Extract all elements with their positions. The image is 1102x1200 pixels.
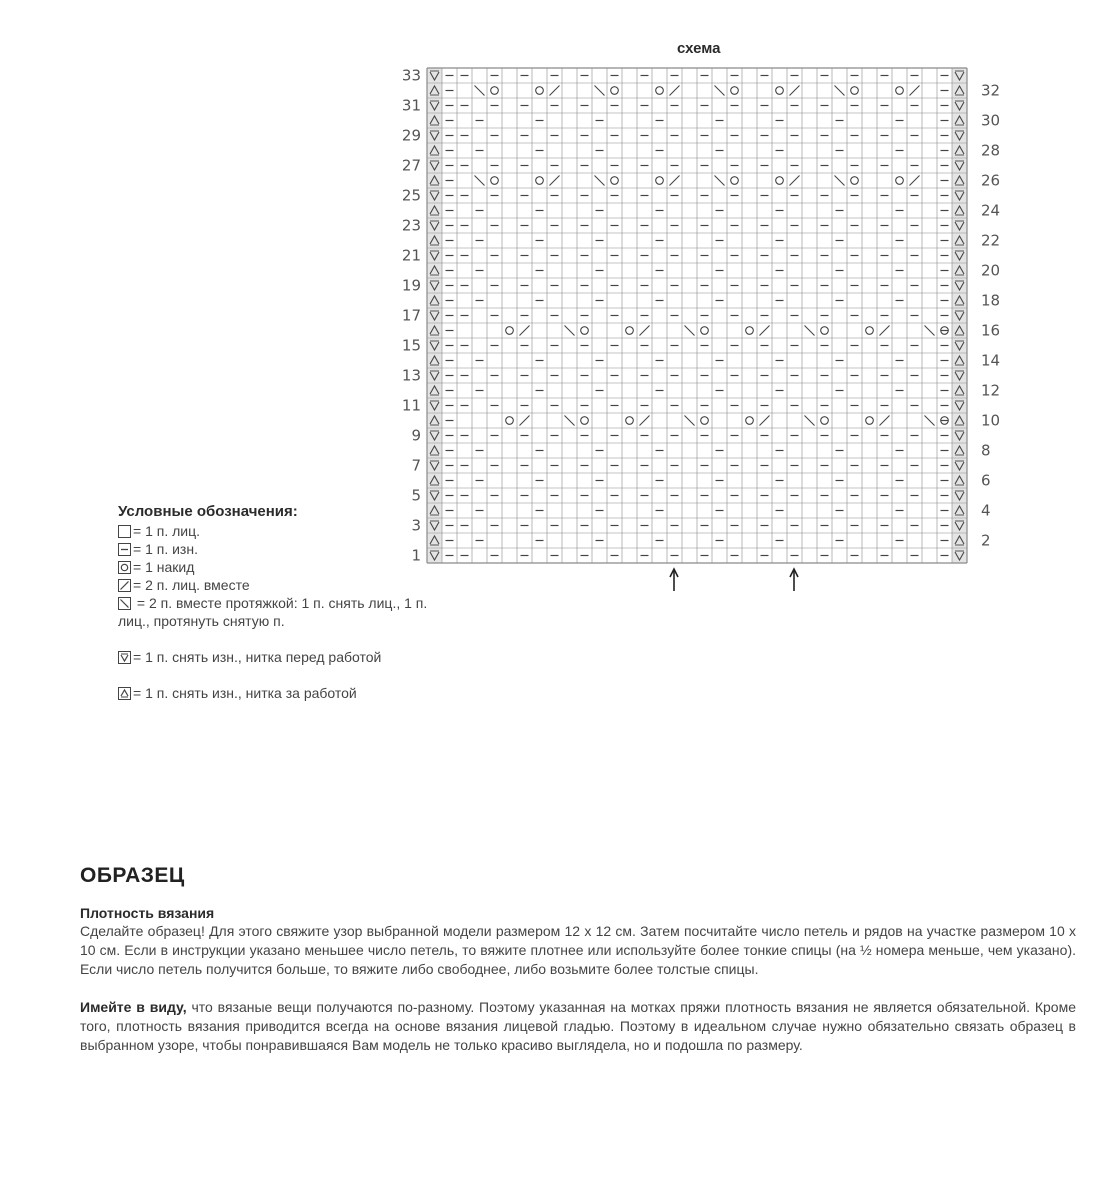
yarn-over-symbol (746, 417, 754, 425)
chart-title: схема (677, 40, 721, 57)
ssk-symbol (805, 416, 815, 426)
row-number-right: 30 (981, 111, 1001, 130)
ssk-icon (118, 597, 131, 610)
row-number-right: 18 (981, 291, 1001, 310)
row-number-left: 21 (401, 246, 421, 265)
row-number-left: 15 (401, 336, 421, 355)
k2tog-symbol (520, 326, 530, 336)
k2tog-symbol (880, 326, 890, 336)
legend-item-yarn-over (118, 558, 458, 576)
ssk-symbol (595, 176, 605, 186)
ssk-symbol (805, 326, 815, 336)
slip-front-icon (118, 651, 131, 664)
legend-item-slip-front (118, 648, 458, 666)
row-number-left: 29 (401, 126, 421, 145)
row-number-right: 4 (981, 501, 991, 520)
legend-text-purl: = 1 п. изн. (133, 541, 198, 557)
legend-text-k2tog: = 2 п. лиц. вместе (133, 577, 250, 593)
sample-heading: ОБРАЗЕЦ (80, 864, 185, 887)
k2tog-symbol (910, 176, 920, 186)
row-number-right: 16 (981, 321, 1001, 340)
k2tog-symbol (790, 86, 800, 96)
ssk-symbol (715, 86, 725, 96)
yarn-over-symbol (506, 327, 514, 335)
row-number-right: 22 (981, 231, 1001, 250)
yarn-over-symbol (506, 417, 514, 425)
yarn-over-symbol (626, 327, 634, 335)
row-number-left: 11 (401, 396, 421, 415)
ssk-symbol (475, 176, 485, 186)
ssk-symbol (835, 176, 845, 186)
legend-item-ssk (118, 594, 458, 630)
row-number-left: 19 (401, 276, 421, 295)
yarn-over-symbol (581, 327, 589, 335)
row-number-right: 10 (981, 411, 1001, 430)
row-number-left: 23 (401, 216, 421, 235)
row-number-right: 14 (981, 351, 1001, 370)
row-number-left: 3 (411, 516, 421, 535)
k2tog-symbol (790, 176, 800, 186)
row-number-left: 33 (401, 66, 421, 85)
row-number-left: 31 (401, 96, 421, 115)
ssk-symbol (835, 86, 845, 96)
yarn-over-symbol (776, 87, 784, 95)
ssk-symbol (565, 326, 575, 336)
yarn-over-symbol (821, 417, 829, 425)
row-number-right: 24 (981, 201, 1001, 220)
yarn-over-symbol (851, 177, 859, 185)
row-number-left: 17 (401, 306, 421, 325)
row-number-right: 28 (981, 141, 1001, 160)
yarn-over-icon (118, 561, 131, 574)
legend-item-k2tog (118, 576, 458, 594)
yarn-over-symbol (821, 327, 829, 335)
row-number-left: 27 (401, 156, 421, 175)
yarn-over-symbol (701, 417, 709, 425)
ssk-symbol (595, 86, 605, 96)
k2tog-symbol (910, 86, 920, 96)
row-number-left: 1 (411, 546, 421, 565)
yarn-over-symbol (626, 417, 634, 425)
yarn-over-symbol (491, 87, 499, 95)
row-number-right: 2 (981, 531, 991, 550)
yarn-over-symbol (851, 87, 859, 95)
row-number-left: 7 (411, 456, 421, 475)
k2tog-symbol (670, 176, 680, 186)
legend-text-ssk: = 2 п. вместе протяжкой: 1 п. снять лиц., 1 п. лиц., протянуть снятую п. (118, 595, 428, 629)
ssk-symbol (685, 326, 695, 336)
edge-column-right (952, 68, 967, 563)
row-number-left: 5 (411, 486, 421, 505)
k2tog-symbol (670, 86, 680, 96)
ssk-symbol (565, 416, 575, 426)
ssk-symbol (925, 416, 935, 426)
ssk-symbol (925, 326, 935, 336)
note-paragraph (80, 998, 1076, 1055)
row-number-right: 6 (981, 471, 991, 490)
k2tog-icon (118, 579, 131, 592)
k2tog-symbol (550, 176, 560, 186)
k2tog-symbol (640, 416, 650, 426)
k2tog-symbol (550, 86, 560, 96)
k2tog-symbol (640, 326, 650, 336)
k2tog-symbol (520, 416, 530, 426)
gauge-subheading: Плотность вязания (80, 905, 215, 921)
ssk-symbol (685, 416, 695, 426)
yarn-over-symbol (656, 87, 664, 95)
yarn-over-symbol (866, 327, 874, 335)
yarn-over-symbol (656, 177, 664, 185)
row-number-right: 32 (981, 81, 1001, 100)
yarn-over-symbol (581, 417, 589, 425)
slip-back-icon (118, 687, 131, 700)
legend-title: Условные обозначения: (118, 503, 298, 520)
sample-section (80, 864, 1076, 1055)
row-number-right: 20 (981, 261, 1001, 280)
purl-icon (118, 543, 131, 556)
legend-text-yarn-over: = 1 накид (133, 559, 195, 575)
legend-item-purl (118, 540, 458, 558)
row-number-left: 13 (401, 366, 421, 385)
k2tog-symbol (760, 326, 770, 336)
yarn-over-symbol (731, 87, 739, 95)
yarn-over-symbol (896, 87, 904, 95)
yarn-over-symbol (731, 177, 739, 185)
ssk-symbol (715, 176, 725, 186)
yarn-over-symbol (866, 417, 874, 425)
yarn-over-symbol (896, 177, 904, 185)
yarn-over-symbol (611, 177, 619, 185)
note-bold: Имейте в виду, (80, 999, 187, 1015)
note-text: что вязаные вещи получаются по-разному. Поэтому указанная на мотках пряжи плотность вязания не является обязательной. Кроме того, плотность вязания приводится всегда на основе вязания лицевой гладью. Поэтому в идеальном случае нужно обязательно связать образец в выбранном узоре, чтобы понравившаяся Вам модель не только красиво выглядела, но и подошла по размеру. (80, 999, 1077, 1053)
ssk-symbol (475, 86, 485, 96)
yarn-over-symbol (611, 87, 619, 95)
edge-column-left (427, 68, 442, 563)
legend-item-slip-back (118, 684, 458, 702)
row-number-right: 26 (981, 171, 1001, 190)
row-number-right: 8 (981, 441, 991, 460)
legend-text-slip-back: = 1 п. снять изн., нитка за работой (133, 685, 357, 701)
k2tog-symbol (760, 416, 770, 426)
yarn-over-symbol (701, 327, 709, 335)
yarn-over-symbol (776, 177, 784, 185)
legend (118, 503, 458, 702)
knit-icon (118, 525, 131, 538)
gauge-paragraph: Сделайте образец! Для этого свяжите узор выбранной модели размером 12 х 12 см. Затем посчитайте число петель и рядов на участке размером 10 х 10 см. Если в инструкции указано меньшее число петель, то вяжите плотнее или используйте более тонкие спицы (на ½ номера меньше, чем указано). Если число петель получится больше, то вяжите либо свободнее, либо возьмите более толстые спицы. (80, 923, 1076, 977)
legend-text-slip-front: = 1 п. снять изн., нитка перед работой (133, 649, 382, 665)
row-number-left: 25 (401, 186, 421, 205)
yarn-over-symbol (746, 327, 754, 335)
row-number-right: 12 (981, 381, 1001, 400)
yarn-over-symbol (536, 177, 544, 185)
yarn-over-symbol (491, 177, 499, 185)
yarn-over-symbol (536, 87, 544, 95)
k2tog-symbol (880, 416, 890, 426)
row-number-left: 9 (411, 426, 421, 445)
legend-text-knit: = 1 п. лиц. (133, 523, 200, 539)
legend-item-knit (118, 522, 458, 540)
